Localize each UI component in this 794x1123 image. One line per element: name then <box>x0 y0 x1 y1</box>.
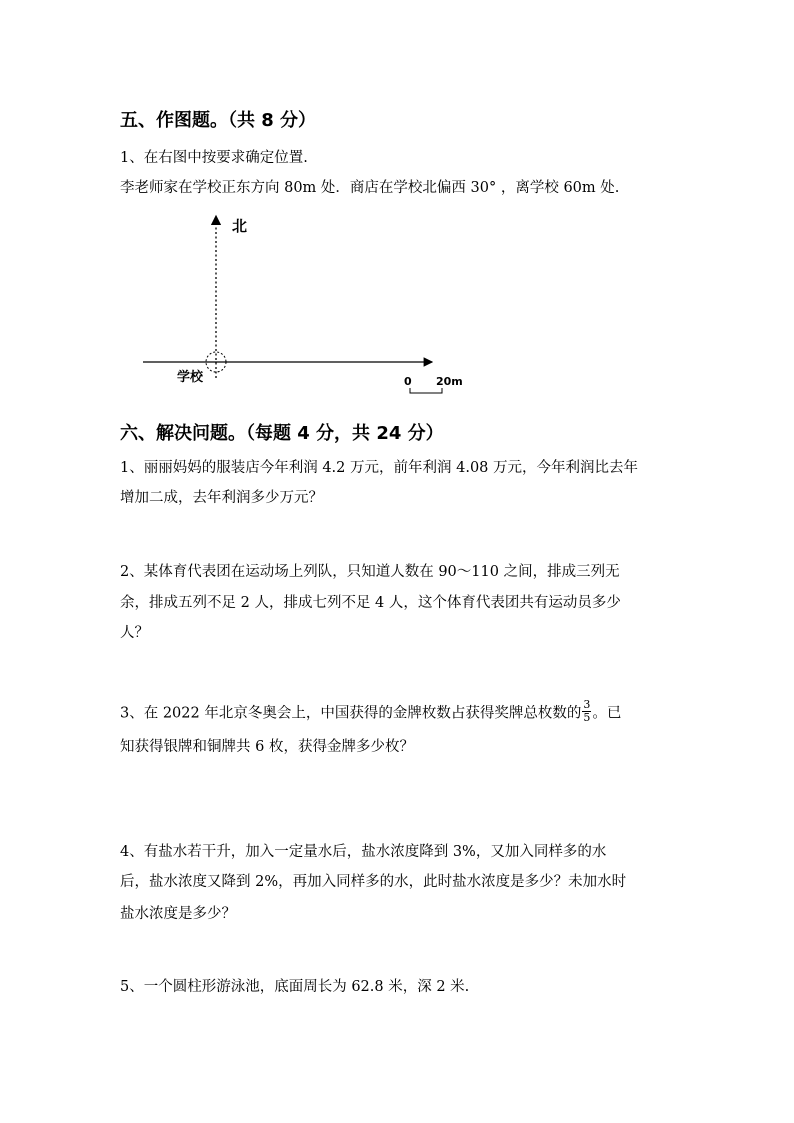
section-6-q2-line2: 余，排成五列不足 2 人，排成七列不足 4 人，这个体育代表团共有运动员多少 <box>120 595 621 611</box>
section-6-q1-line2: 增加二成，去年利润多少万元？ <box>120 490 323 506</box>
section-5-q1-line1: 1、在右图中按要求确定位置. <box>120 150 308 166</box>
scale-length-label: 20m <box>436 375 463 388</box>
fraction-numerator: 3 <box>583 698 591 711</box>
section-6-q4-line3: 盐水浓度是多少？ <box>120 906 236 922</box>
section-6-q4-line1: 4、有盐水若干升，加入一定量水后，盐水浓度降到 3%，又加入同样多的水 <box>120 844 607 860</box>
fraction-denominator: 5 <box>583 711 591 724</box>
section-6-q4-line2: 后，盐水浓度又降到 2%，再加入同样多的水，此时盐水浓度是多少？未加水时 <box>120 874 627 890</box>
section-6-q3-line1 <box>120 698 622 726</box>
section-6-q5-line1: 5、一个圆柱形游泳池，底面周长为 62.8 米，深 2 米. <box>120 979 470 995</box>
section-6-q1-line1: 1、丽丽妈妈的服装店今年利润 4.2 万元，前年利润 4.08 万元，今年利润比去年 <box>120 460 639 476</box>
scale-bar <box>410 388 442 393</box>
scale-zero-label: 0 <box>404 375 412 388</box>
section-6-title: 六、解决问题。（每题 4 分，共 24 分） <box>120 423 444 444</box>
section-6-q2-line3: 人？ <box>120 625 149 641</box>
section-6-q2-line1: 2、某体育代表团在运动场上列队，只知道人数在 90～110 之间，排成三列无 <box>120 564 620 580</box>
fraction-three-fifths <box>582 699 591 724</box>
section-6-q3-line2: 知获得银牌和铜牌共 6 枚，获得金牌多少枚？ <box>120 739 414 755</box>
section-5-q1-line2: 李老师家在学校正东方向 80m 处．商店在学校北偏西 30° ，离学校 60m 处. <box>120 180 620 196</box>
school-label: 学校 <box>177 370 204 385</box>
north-label: 北 <box>232 217 248 235</box>
section-6-q3-text-after: 。已 <box>592 705 622 722</box>
section-6-q3-text-before: 3、在 2022 年北京冬奥会上，中国获得的金牌枚数占获得奖牌总枚数的 <box>120 705 582 722</box>
section-5-title: 五、作图题。（共 8 分） <box>120 110 317 131</box>
